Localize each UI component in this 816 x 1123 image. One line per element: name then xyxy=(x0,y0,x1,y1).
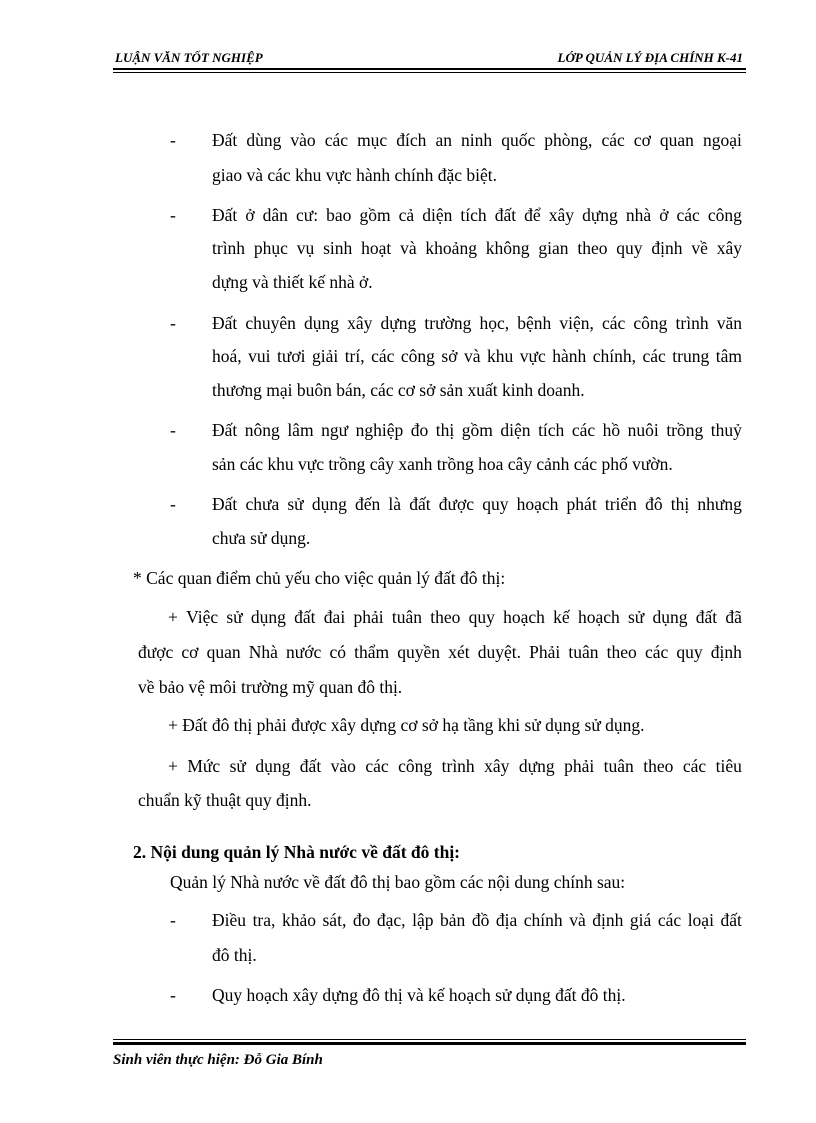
word: ngư xyxy=(321,420,349,440)
word: các xyxy=(601,130,625,150)
word: Nhà xyxy=(248,642,278,662)
word: các xyxy=(642,346,666,366)
word: cư: xyxy=(295,205,319,225)
text-line: Quy hoạch xây dựng đô thị và kế hoạch sử dụng đất đô thị. xyxy=(212,985,626,1005)
word: khoảng xyxy=(425,238,477,258)
text-line: * Các quan điểm chủ yếu cho việc quản lý đất đô thị: xyxy=(133,568,506,588)
word: vào xyxy=(330,756,356,776)
word: sinh xyxy=(323,238,353,258)
word: chính xyxy=(523,910,563,930)
word: Đất xyxy=(212,313,238,333)
word: Việc xyxy=(186,607,219,627)
word: trình xyxy=(675,313,709,333)
word: các xyxy=(644,642,669,662)
word: thuỷ xyxy=(710,420,742,440)
word: công xyxy=(633,313,668,333)
word: Đất xyxy=(212,205,238,225)
word: công xyxy=(400,346,435,366)
word: đo xyxy=(352,910,371,930)
text-line: đô thị. xyxy=(212,945,257,965)
text-line: + Đất đô thị phải được xây dựng cơ sở hạ tầng khi sử dụng sử dụng. xyxy=(168,715,645,735)
word: lâm xyxy=(287,420,314,440)
word: tâm xyxy=(715,346,742,366)
word: nước xyxy=(286,642,322,662)
word: đạc, xyxy=(376,910,406,930)
word: đất xyxy=(720,910,742,930)
word: đất xyxy=(695,607,718,627)
word: không xyxy=(485,238,530,258)
word: đô xyxy=(645,494,663,514)
text-line: chuẩn kỹ thuật quy định. xyxy=(138,790,312,810)
word: các xyxy=(571,420,596,440)
word: cơ xyxy=(181,642,199,662)
word: quy xyxy=(676,642,703,662)
bullet-dash: - xyxy=(170,130,176,150)
text-line: Quản lý Nhà nước về đất đô thị bao gồm các nội dung chính sau: xyxy=(170,872,626,892)
word: ngoại xyxy=(702,130,742,150)
word: giải xyxy=(311,346,339,366)
word: về xyxy=(691,238,708,258)
word: cả xyxy=(398,205,415,225)
text-line xyxy=(212,420,742,440)
word: vụ xyxy=(296,238,315,258)
word: được xyxy=(138,642,174,662)
word: trung xyxy=(672,346,710,366)
word: diện xyxy=(500,420,531,440)
header-rule-thin xyxy=(113,72,746,73)
word: an xyxy=(435,130,452,150)
word: dụng xyxy=(311,494,347,514)
word: Phải xyxy=(529,642,561,662)
word: và xyxy=(569,910,586,930)
bullet-dash: - xyxy=(170,313,176,333)
word: định xyxy=(651,238,683,258)
word: tra, xyxy=(252,910,276,930)
text-line xyxy=(168,756,742,776)
word: dựng xyxy=(380,313,417,333)
word: công xyxy=(398,756,433,776)
word: phải xyxy=(353,607,384,627)
word: dụng xyxy=(652,607,688,627)
word: hành xyxy=(552,346,587,366)
word: quyền xyxy=(397,642,441,662)
word: quan xyxy=(206,642,241,662)
word: bản xyxy=(440,910,466,930)
word: chính, xyxy=(592,346,637,366)
word: gồm xyxy=(461,420,493,440)
word: mục xyxy=(357,130,388,150)
word: các xyxy=(371,346,395,366)
word: quy xyxy=(468,607,495,627)
word: theo xyxy=(606,642,637,662)
word: hồ xyxy=(602,420,621,440)
text-line: chưa sử dụng. xyxy=(212,528,311,548)
word: đất xyxy=(494,205,517,225)
text-line xyxy=(212,130,742,150)
text-line xyxy=(212,346,742,366)
word: xây xyxy=(347,313,373,333)
word: ở xyxy=(245,205,255,225)
word: các xyxy=(324,130,349,150)
word: chưa xyxy=(245,494,280,514)
text-line: sản các khu vực trồng cây xanh trồng hoa cây cảnh các phố vườn. xyxy=(212,454,673,474)
word: đến xyxy=(354,494,381,514)
word: hoạt xyxy=(361,238,392,258)
word: đất xyxy=(409,494,431,514)
text-line: dựng và thiết kế nhà ở. xyxy=(212,272,373,292)
word: ở xyxy=(659,205,669,225)
text-line xyxy=(168,607,742,627)
word: đo xyxy=(410,420,429,440)
header-rule xyxy=(113,68,746,70)
word: tươi xyxy=(277,346,306,366)
word: nhà xyxy=(625,205,652,225)
word: dùng xyxy=(246,130,282,150)
word: gồm xyxy=(359,205,391,225)
word: sử xyxy=(226,607,243,627)
word: tuân xyxy=(391,607,422,627)
word: hoạch xyxy=(516,494,559,514)
word: sát, xyxy=(322,910,347,930)
word: quy xyxy=(616,238,643,258)
word: lập xyxy=(412,910,434,930)
word: các xyxy=(365,756,389,776)
word: trường xyxy=(424,313,472,333)
word: hoạch xyxy=(577,607,620,627)
word: triển xyxy=(604,494,637,514)
word: quan xyxy=(659,130,694,150)
text-line: giao và các khu vực hành chính đặc biệt. xyxy=(212,165,497,185)
text-line xyxy=(138,642,742,662)
bullet-dash: - xyxy=(170,985,176,1005)
word: Đất xyxy=(212,420,238,440)
word: và xyxy=(463,346,481,366)
word: tiêu xyxy=(715,756,742,776)
word: hoá, xyxy=(212,346,242,366)
word: duyệt. xyxy=(477,642,521,662)
footer-rule-thin xyxy=(113,1039,746,1040)
word: tích xyxy=(460,205,487,225)
word: nông xyxy=(244,420,280,440)
word: công xyxy=(707,205,742,225)
word: phải xyxy=(564,756,595,776)
word: loại xyxy=(687,910,714,930)
word: cơ xyxy=(633,130,651,150)
word: các xyxy=(682,756,707,776)
word: các xyxy=(657,910,682,930)
word: đất xyxy=(299,756,322,776)
word: đồ xyxy=(471,910,490,930)
word: Đất xyxy=(212,130,238,150)
word: nhưng xyxy=(697,494,742,514)
word: sở xyxy=(441,346,458,366)
word: trí, xyxy=(344,346,365,366)
word: định xyxy=(592,910,624,930)
word: văn xyxy=(716,313,742,333)
word: nghiệp xyxy=(355,420,404,440)
word: học, xyxy=(479,313,510,333)
word: + xyxy=(168,756,178,776)
word: chuyên xyxy=(245,313,296,333)
word: Đất xyxy=(212,494,238,514)
word: xây xyxy=(548,205,575,225)
word: địa xyxy=(495,910,518,930)
word: dụng xyxy=(250,607,286,627)
text-line xyxy=(212,910,742,930)
word: + xyxy=(168,607,178,627)
word: theo xyxy=(577,238,608,258)
word: xây xyxy=(716,238,742,258)
word: và xyxy=(400,238,417,258)
word: để xyxy=(524,205,541,225)
bullet-dash: - xyxy=(170,494,176,514)
word: khu xyxy=(487,346,514,366)
word: sử xyxy=(627,607,645,627)
word: quy xyxy=(482,494,509,514)
word: thị xyxy=(435,420,455,440)
word: ninh xyxy=(461,130,493,150)
word: sử xyxy=(287,494,304,514)
word: khảo xyxy=(281,910,316,930)
word: đã xyxy=(725,607,742,627)
word: thị xyxy=(670,494,690,514)
word: vào xyxy=(290,130,316,150)
word: bao xyxy=(326,205,352,225)
word: được xyxy=(438,494,475,514)
word: trình xyxy=(212,238,246,258)
word: gian xyxy=(538,238,569,258)
word: dân xyxy=(262,205,288,225)
word: xây xyxy=(484,756,510,776)
text-line: về bảo vệ môi trường mỹ quan đô thị. xyxy=(138,677,403,697)
word: các xyxy=(676,205,700,225)
bullet-dash: - xyxy=(170,420,176,440)
word: vui xyxy=(248,346,271,366)
word: diện xyxy=(422,205,453,225)
word: dụng xyxy=(304,313,340,333)
word: tích xyxy=(538,420,565,440)
word: giá xyxy=(629,910,652,930)
word: phòng, xyxy=(544,130,593,150)
word: phục xyxy=(253,238,288,258)
word: quốc xyxy=(501,130,536,150)
text-line xyxy=(212,494,742,514)
word: dựng xyxy=(518,756,555,776)
word: đất xyxy=(294,607,316,627)
word: bệnh xyxy=(517,313,552,333)
word: vực xyxy=(519,346,546,366)
word: viện, xyxy=(559,313,594,333)
header-left: LUẬN VĂN TỐT NGHIỆP xyxy=(115,50,263,65)
word: Điều xyxy=(212,910,247,930)
word: phát xyxy=(566,494,597,514)
text-line xyxy=(212,205,742,225)
word: Mức xyxy=(187,756,221,776)
word: theo xyxy=(643,756,674,776)
word: có xyxy=(329,642,346,662)
word: các xyxy=(601,313,626,333)
word: thẩm xyxy=(354,642,390,662)
word: tuân xyxy=(603,756,634,776)
word: sử xyxy=(229,756,246,776)
section-heading: 2. Nội dung quản lý Nhà nước về đất đô thị: xyxy=(133,842,461,862)
page-footer: Sinh viên thực hiện: Đỗ Gia Bính xyxy=(113,1052,323,1068)
word: dựng xyxy=(582,205,618,225)
text-line xyxy=(212,313,742,333)
word: xét xyxy=(448,642,470,662)
word: dụng xyxy=(255,756,291,776)
bullet-dash: - xyxy=(170,910,176,930)
word: trồng xyxy=(666,420,704,440)
bullet-dash: - xyxy=(170,205,176,225)
footer-rule xyxy=(113,1042,746,1045)
word: tuân xyxy=(568,642,599,662)
word: đai xyxy=(323,607,346,627)
header-right: LỚP QUẢN LÝ ĐỊA CHÍNH K-41 xyxy=(557,50,743,65)
text-line: thương mại buôn bán, các cơ sở sản xuất kinh doanh. xyxy=(212,380,585,400)
word: đích xyxy=(396,130,427,150)
word: nuôi xyxy=(627,420,659,440)
word: định xyxy=(710,642,742,662)
text-line xyxy=(212,238,742,258)
word: kế xyxy=(553,607,570,627)
word: trình xyxy=(441,756,475,776)
word: theo xyxy=(430,607,461,627)
word: là xyxy=(388,494,402,514)
word: hoạch xyxy=(503,607,545,627)
